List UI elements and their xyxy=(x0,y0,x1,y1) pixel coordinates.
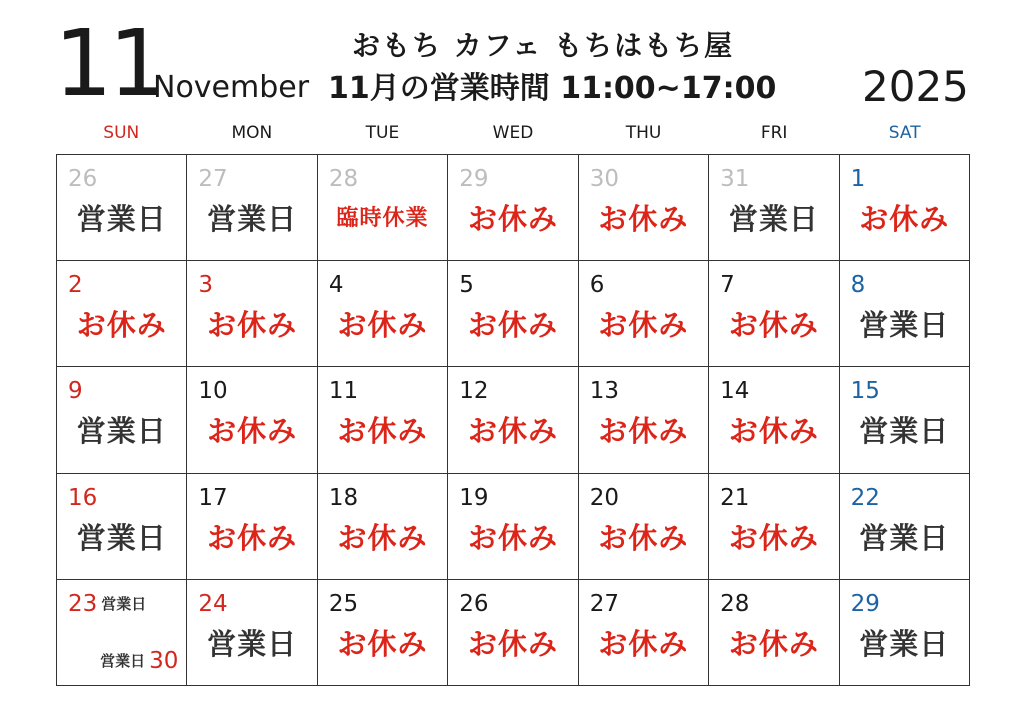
split-bottom xyxy=(96,647,178,675)
day-cell xyxy=(448,474,578,580)
day-cell xyxy=(579,155,709,261)
day-status: 臨時休業 xyxy=(336,206,429,231)
day-cell xyxy=(709,367,839,473)
day-number: 18 xyxy=(328,484,359,511)
day-status: 営業日 xyxy=(728,202,819,236)
day-cell xyxy=(187,155,317,261)
day-status: お休み xyxy=(467,414,558,449)
day-cell xyxy=(57,261,187,367)
day-number: 29 xyxy=(850,590,880,617)
day-status: お休み xyxy=(598,308,689,343)
weekday-wed: WED xyxy=(492,123,534,143)
day-number: 4 xyxy=(328,272,344,299)
day-status: 営業日 xyxy=(76,520,167,555)
weekday-sun: SUN xyxy=(103,123,140,143)
day-number: 27 xyxy=(589,590,619,617)
day-number: 21 xyxy=(720,484,750,511)
day-cell xyxy=(448,155,578,261)
weekday-thu: THU xyxy=(625,123,662,143)
day-number: 13 xyxy=(589,378,619,405)
day-status: お休み xyxy=(598,520,689,555)
day-number: 11 xyxy=(328,378,359,405)
day-status: 営業日 xyxy=(76,202,167,236)
day-number: 28 xyxy=(720,590,750,617)
day-cell xyxy=(709,261,839,367)
day-number: 15 xyxy=(850,378,880,405)
day-number: 12 xyxy=(459,378,489,405)
day-number: 17 xyxy=(198,484,228,511)
day-number: 9 xyxy=(68,378,83,405)
day-cell xyxy=(579,261,709,367)
day-status: 営業日 xyxy=(207,626,298,661)
day-status: お休み xyxy=(337,414,428,449)
day-number: 26 xyxy=(68,166,98,192)
day-number: 26 xyxy=(459,590,489,617)
day-status: お休み xyxy=(337,626,428,661)
day-status: 営業日 xyxy=(76,414,167,449)
day-cell xyxy=(187,474,317,580)
day-status: 営業日 xyxy=(100,651,146,670)
day-status: お休み xyxy=(207,520,298,555)
day-cell xyxy=(57,367,187,473)
day-number: 14 xyxy=(720,378,750,405)
month-number: 11 xyxy=(54,10,164,117)
day-number: 8 xyxy=(850,272,866,299)
day-status: お休み xyxy=(337,308,428,343)
day-status: お休み xyxy=(598,202,689,236)
day-cell xyxy=(448,261,578,367)
day-status: お休み xyxy=(467,202,558,236)
day-number: 24 xyxy=(198,590,228,617)
day-status: お休み xyxy=(467,520,558,555)
day-cell xyxy=(187,580,317,686)
day-cell xyxy=(187,367,317,473)
day-number: 1 xyxy=(850,166,866,192)
day-cell xyxy=(579,474,709,580)
day-number: 30 xyxy=(149,647,179,674)
calendar-grid xyxy=(56,154,970,686)
day-status: 営業日 xyxy=(207,202,298,236)
day-cell xyxy=(709,580,839,686)
weekday-fri: FRI xyxy=(760,123,788,143)
day-number: 25 xyxy=(328,590,359,617)
day-status: お休み xyxy=(76,308,167,343)
day-number: 31 xyxy=(720,166,750,192)
day-number: 22 xyxy=(850,484,880,511)
day-number: 3 xyxy=(198,272,214,299)
day-number: 10 xyxy=(198,378,228,405)
day-cell xyxy=(57,580,187,686)
cafe-name: おもち カフェ もちはもち屋 xyxy=(352,29,735,62)
day-number: 23 xyxy=(68,590,98,617)
day-status: お休み xyxy=(728,308,819,343)
day-status: お休み xyxy=(728,520,819,555)
day-number: 20 xyxy=(589,484,619,511)
day-cell xyxy=(57,155,187,261)
weekday-tue: TUE xyxy=(365,123,400,143)
day-number: 5 xyxy=(459,272,474,299)
business-hours: 11月の営業時間 11:00~17:00 xyxy=(328,71,777,106)
day-cell xyxy=(579,367,709,473)
day-status: お休み xyxy=(598,414,689,449)
day-cell xyxy=(709,474,839,580)
split-top xyxy=(68,590,150,618)
day-cell xyxy=(840,367,970,473)
day-cell xyxy=(709,155,839,261)
day-status: お休み xyxy=(859,202,950,236)
day-cell xyxy=(57,474,187,580)
day-status: お休み xyxy=(337,520,428,555)
day-number: 7 xyxy=(720,272,735,299)
day-status: お休み xyxy=(598,626,689,661)
weekday-sat: SAT xyxy=(888,123,921,143)
day-cell xyxy=(318,580,448,686)
day-status: お休み xyxy=(728,414,819,449)
day-cell xyxy=(840,580,970,686)
day-status: お休み xyxy=(728,626,819,661)
day-cell xyxy=(318,367,448,473)
day-status: 営業日 xyxy=(859,308,950,343)
day-cell xyxy=(318,155,448,261)
day-number: 16 xyxy=(68,484,98,511)
day-number: 27 xyxy=(198,166,228,192)
day-number: 19 xyxy=(459,484,489,511)
day-number: 29 xyxy=(459,166,489,192)
day-cell xyxy=(448,367,578,473)
day-cell xyxy=(448,580,578,686)
day-status: お休み xyxy=(207,414,298,449)
day-number: 30 xyxy=(589,166,619,192)
day-cell xyxy=(840,155,970,261)
weekday-mon: MON xyxy=(231,123,273,143)
day-cell xyxy=(579,580,709,686)
day-cell xyxy=(187,261,317,367)
day-cell xyxy=(318,474,448,580)
day-status: 営業日 xyxy=(859,626,950,661)
day-status: お休み xyxy=(467,308,558,343)
day-cell xyxy=(840,261,970,367)
day-cell xyxy=(840,474,970,580)
month-name: November xyxy=(153,70,310,105)
day-status: お休み xyxy=(467,626,558,661)
day-number: 2 xyxy=(68,272,83,299)
day-cell xyxy=(318,261,448,367)
year: 2025 xyxy=(862,62,969,111)
day-status: 営業日 xyxy=(859,520,950,555)
day-status: お休み xyxy=(207,308,298,343)
day-number: 28 xyxy=(328,166,359,192)
day-number: 6 xyxy=(589,272,605,299)
day-status: 営業日 xyxy=(859,414,950,449)
day-status: 営業日 xyxy=(101,594,147,613)
